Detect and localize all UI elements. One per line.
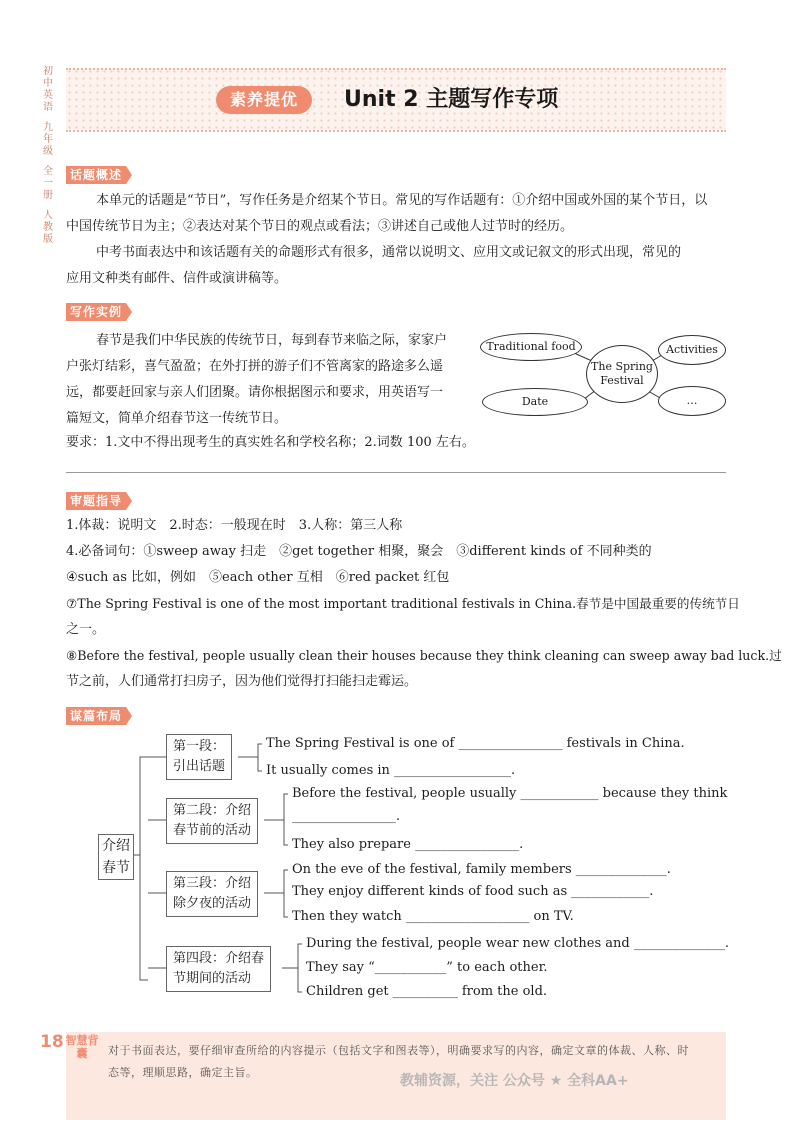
side-char: 版 (43, 234, 53, 245)
side-char: 级 (43, 146, 53, 157)
topic-p1-line1: 本单元的话题是“节日”，写作任务是介绍某个节日。常见的写作话题有：①介绍中国或外国的某个节日，以 (96, 193, 708, 208)
outline-sentence: During the festival, people wear new clothes and ______________. (306, 936, 729, 951)
example-line: 春节是我们中华民族的传统节日，每到春节来临之际，家家户 (96, 333, 448, 348)
outline-box-label: 第二段：介绍 (173, 803, 252, 818)
mindmap-node-food: Traditional food (480, 333, 582, 361)
outline-sentence: They say “___________” to each other. (306, 960, 548, 975)
outline-box-sec3 (166, 871, 258, 917)
watermark: 教辅资源，关注 公众号 ★ 全科AA+ (400, 1073, 629, 1089)
mindmap-node-more: … (658, 386, 726, 416)
mindmap-node-date: Date (482, 388, 588, 416)
outline-box-sec4 (166, 946, 271, 992)
guide-line: ⑦The Spring Festival is one of the most important traditional festivals in China.春节是中国最重要的传统节日 (66, 596, 740, 611)
guide-line: 1.体裁：说明文 2.时态：一般现在时 3.人称：第三人称 (66, 518, 403, 533)
side-char: 英 (43, 90, 53, 101)
mindmap-node-center: The Spring Festival (586, 345, 658, 403)
topic-p2-line1: 中考书面表达中和该话题有关的命题形式有很多，通常以说明文、应用文或记叙文的形式出现，常见的 (96, 245, 682, 260)
topic-section-tag: 话题概述 (66, 166, 126, 184)
outline-sentence: Before the festival, people usually ____________ because they think (292, 786, 728, 801)
outline-box-sec2 (166, 798, 258, 844)
outline-box-label: 节期间的活动 (173, 971, 252, 986)
guide-line: 之一。 (66, 622, 106, 637)
outline-sentence: They also prepare ________________. (292, 837, 524, 852)
outline-sentence: It usually comes in __________________. (266, 763, 516, 778)
example-line: 远，都要赶回家与亲人们团聚。请你根据图示和要求，用英语写一 (66, 385, 444, 400)
side-char: 初 (43, 66, 53, 77)
side-char: 年 (43, 134, 53, 145)
outline-sentence: On the eve of the festival, family members ______________. (292, 862, 671, 877)
tip-tag: 智慧背囊 (65, 1034, 99, 1060)
guide-line: ⑧Before the festival, people usually clean their houses because they think cleaning can sweep away bad luck.过 (66, 648, 782, 663)
tip-line: 对于书面表达，要仔细审查所给的内容提示（包括文字和图表等），明确要求写的内容，确定文章的体裁、人称、时 (108, 1044, 689, 1057)
page-number: 18 (40, 1032, 64, 1052)
side-char: 一 (43, 178, 53, 189)
example-requirement: 要求：1.文中不得出现考生的真实姓名和学校名称；2.词数 100 左右。 (66, 435, 475, 450)
outline-section-tag: 谋篇布局 (66, 707, 126, 725)
outline-box-label: 除夕夜的活动 (173, 896, 252, 911)
outline-sentence: Then they watch ___________________ on TV. (292, 909, 574, 924)
side-char: 全 (43, 166, 53, 177)
guide-section-tag: 审题指导 (66, 492, 126, 510)
example-line: 篇短文，简单介绍春节这一传统节日。 (66, 411, 288, 426)
side-char: 教 (43, 222, 53, 233)
example-line: 户张灯结彩，喜气盈盈；在外打拼的游子们不管离家的路途多么遥 (66, 359, 444, 374)
mindmap-node-activities: Activities (658, 335, 726, 365)
outline-box-label: 春节前的活动 (173, 823, 252, 838)
guide-line: 节之前，人们通常打扫房子，因为他们觉得打扫能扫走霉运。 (66, 674, 418, 689)
tip-line: 态等，理顺思路，确定主旨。 (108, 1066, 258, 1079)
page-title: Unit 2 主题写作专项 (344, 87, 559, 112)
guide-line: 4.必备词句：①sweep away 扫走 ②get together 相聚，聚会 ③different kinds of 不同种类的 (66, 544, 652, 559)
outline-box-label: 第三段：介绍 (173, 876, 252, 891)
outline-root: 介绍春节 (98, 834, 134, 880)
outline-box-label: 第四段：介绍春 (173, 951, 265, 966)
banner-tag: 素养提优 (216, 86, 312, 114)
outline-box-label: 第一段： (173, 739, 226, 754)
side-char: 册 (43, 190, 53, 201)
topic-p2-line2: 应用文种类有邮件、信件或演讲稿等。 (66, 271, 288, 286)
side-char: 九 (43, 122, 53, 133)
outline-box-label: 引出话题 (173, 759, 226, 774)
outline-sentence: They enjoy different kinds of food such as ____________. (292, 884, 654, 899)
outline-sentence: Children get __________ from the old. (306, 984, 548, 999)
outline-sentence: ________________. (292, 809, 401, 824)
side-char: 语 (43, 102, 53, 113)
side-char: 中 (43, 78, 53, 89)
outline-sentence: The Spring Festival is one of ________________ festivals in China. (266, 736, 685, 751)
side-char: 人 (43, 210, 53, 221)
guide-line: ④such as 比如，例如 ⑤each other 互相 ⑥red packet 红包 (66, 570, 450, 585)
topic-p1-line2: 中国传统节日为主；②表达对某个节日的观点或看法；③讲述自己或他人过节时的经历。 (66, 219, 574, 234)
outline-box-sec1 (166, 734, 232, 780)
example-section-tag: 写作实例 (66, 303, 126, 321)
